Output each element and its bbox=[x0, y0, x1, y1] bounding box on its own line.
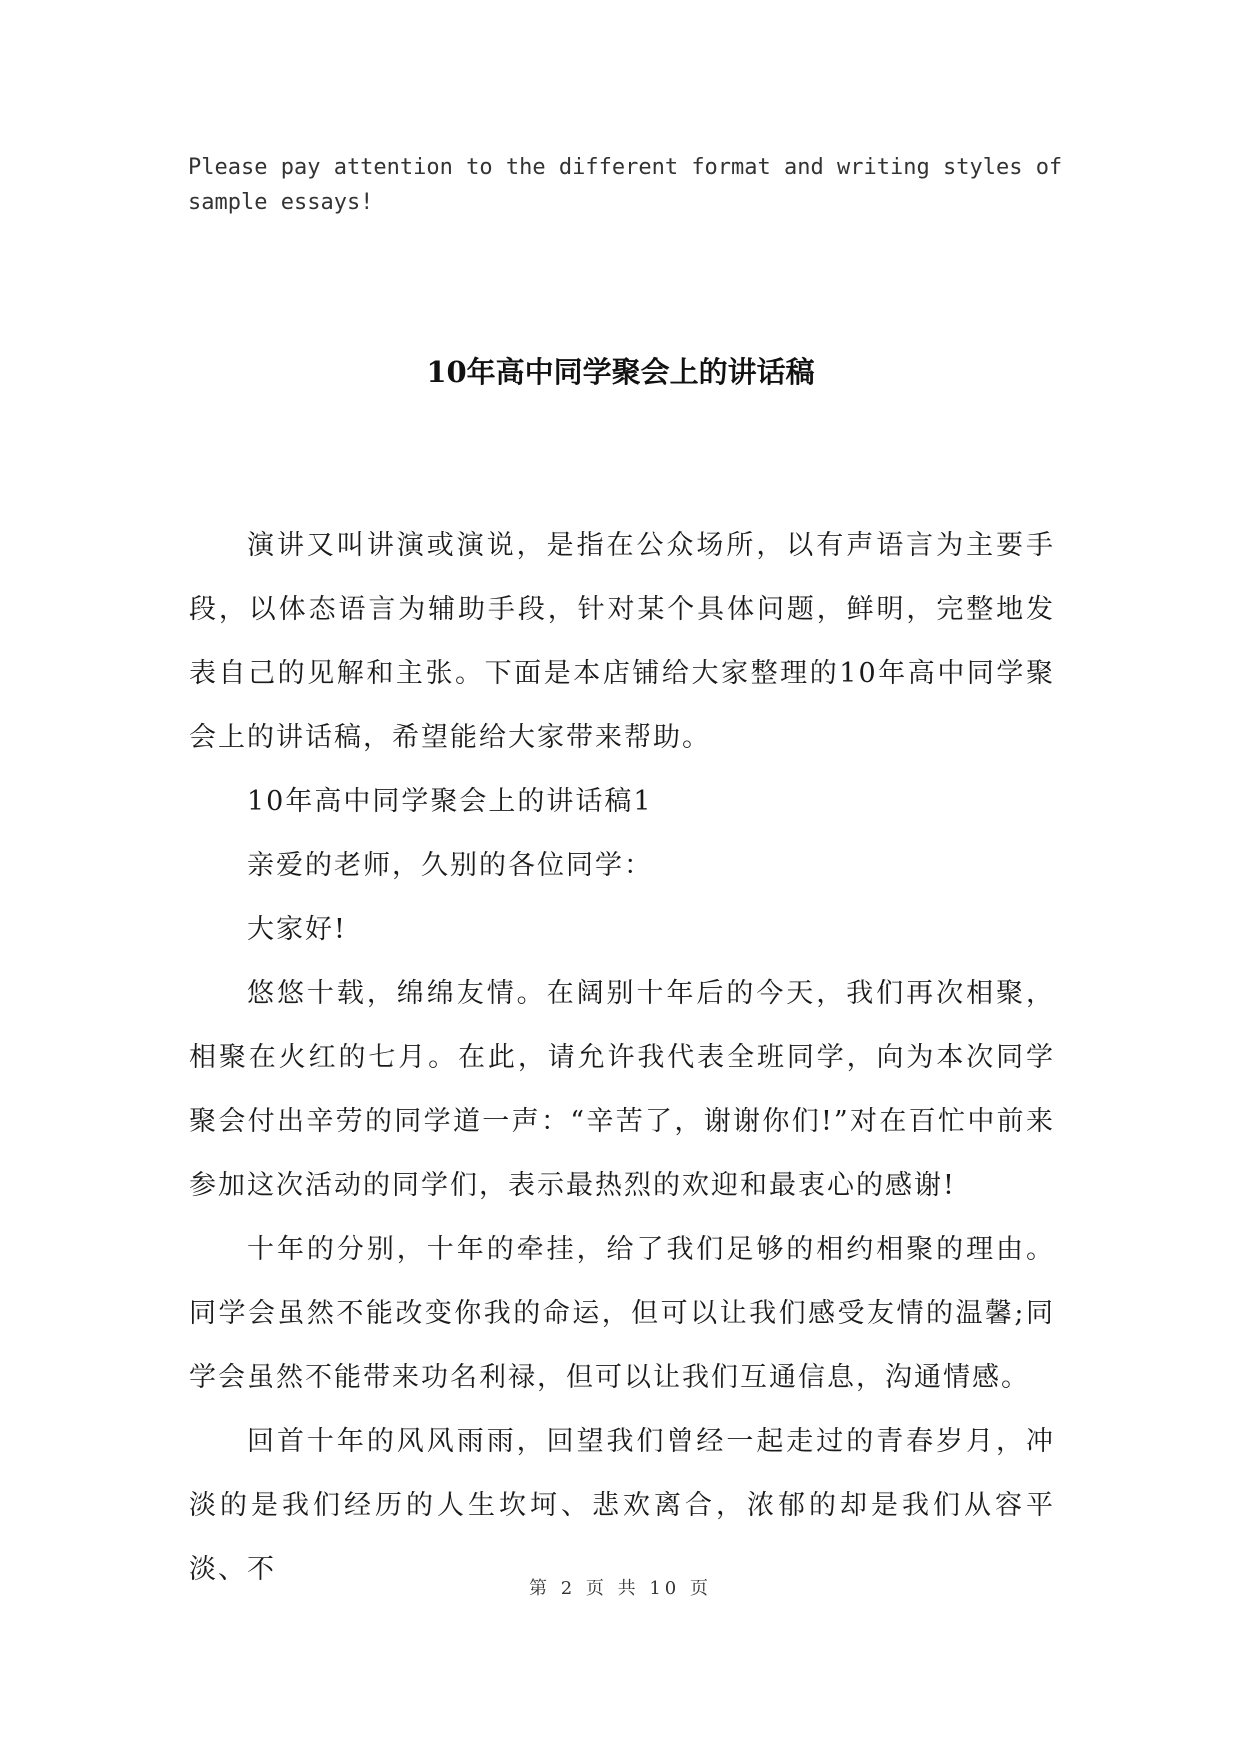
format-notice: Please pay attention to the different format and writing styles of sample essays! bbox=[188, 155, 1063, 215]
paragraph-salutation: 亲爱的老师，久别的各位同学： bbox=[247, 850, 653, 881]
paragraph-body-3: 回首十年的风风雨雨，回望我们曾经一起走过的青春岁月，冲淡的是我们经历的人生坎坷、悲欢离合，浓郁的却是我们从容平淡、不 bbox=[189, 1426, 1055, 1585]
document-body bbox=[189, 514, 1055, 1602]
paragraph-subtitle: 10年高中同学聚会上的讲话稿1 bbox=[247, 786, 653, 817]
paragraph-greeting: 大家好! bbox=[247, 914, 347, 945]
paragraph-body-2: 十年的分别，十年的牵挂，给了我们足够的相约相聚的理由。同学会虽然不能改变你我的命运，但可以让我们感受友情的温馨;同学会虽然不能带来功名利禄，但可以让我们互通信息，沟通情感。 bbox=[189, 1234, 1055, 1393]
document-title: 10年高中同学聚会上的讲话稿 bbox=[426, 355, 815, 389]
page-number: 第 2 页 共 10 页 bbox=[529, 1578, 712, 1599]
paragraph-body-1: 悠悠十载，绵绵友情。在阔别十年后的今天，我们再次相聚，相聚在火红的七月。在此，请允许我代表全班同学，向为本次同学聚会付出辛劳的同学道一声：“辛苦了，谢谢你们!”对在百忙中前来参加这次活动的同学们，表示最热烈的欢迎和最衷心的感谢! bbox=[189, 978, 1055, 1201]
paragraph-intro: 演讲又叫讲演或演说，是指在公众场所，以有声语言为主要手段，以体态语言为辅助手段，针对某个具体问题，鲜明，完整地发表自己的见解和主张。下面是本店铺给大家整理的10年高中同学聚会上的讲话稿，希望能给大家带来帮助。 bbox=[189, 530, 1055, 753]
